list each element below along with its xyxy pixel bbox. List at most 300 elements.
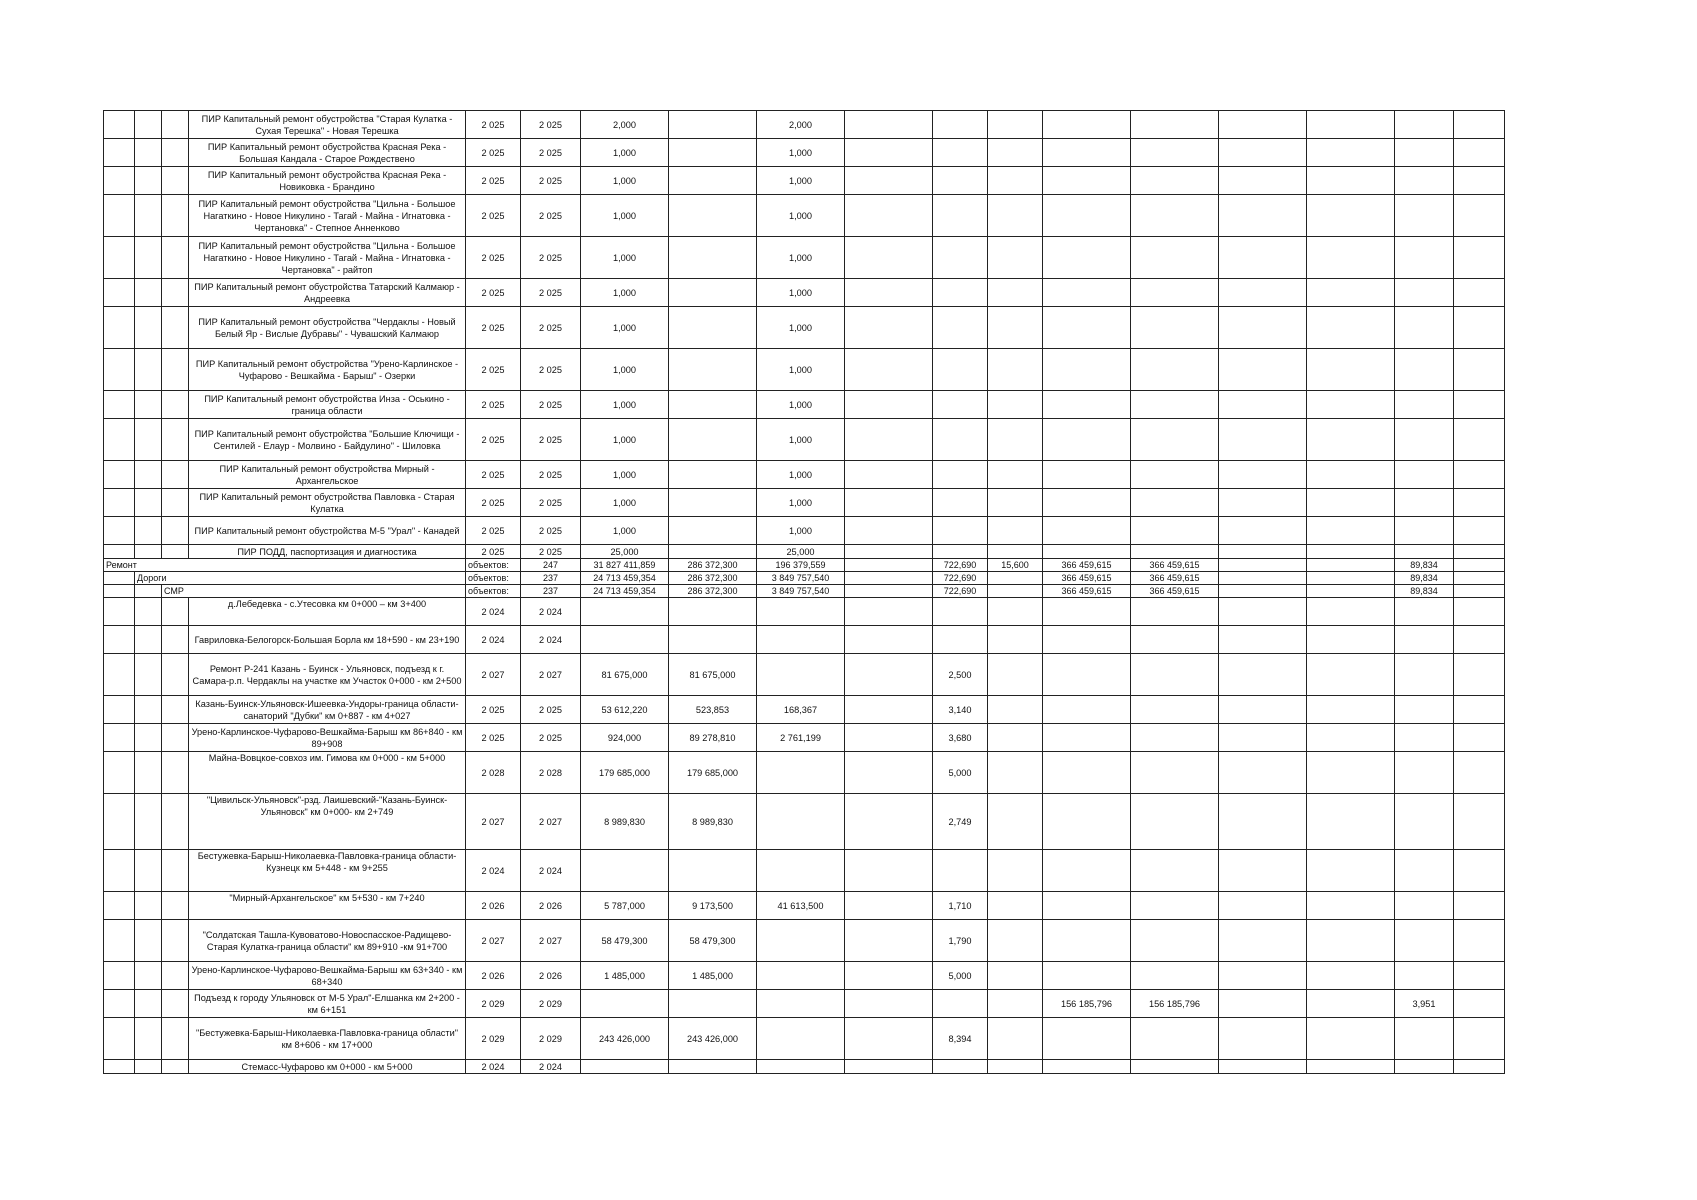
- total-cost-cell: 25,000: [581, 545, 669, 559]
- indent-cell: [135, 461, 162, 489]
- empty-cell: [988, 489, 1043, 517]
- empty-cell: [988, 696, 1043, 724]
- end-year-cell: 2 025: [521, 696, 581, 724]
- total-cost-cell: 1,000: [581, 237, 669, 279]
- end-year-cell: 2 024: [521, 598, 581, 626]
- total-cost-cell: 1,000: [581, 391, 669, 419]
- empty-cell: [1454, 696, 1505, 724]
- total-cost-cell: 24 713 459,354: [581, 585, 669, 598]
- empty-cell: [1131, 461, 1219, 489]
- value-cell: [669, 545, 757, 559]
- empty-cell: [845, 391, 933, 419]
- table-row: [104, 850, 1505, 892]
- start-year-cell: 2 025: [466, 696, 521, 724]
- empty-cell: [1219, 307, 1307, 349]
- object-name-cell: ПИР Капитальный ремонт обустройства "Цильна - Большое Нагаткино - Новое Никулино - Тагай - Майна - Игнатовка - Чертановка" - Степное Анненково: [189, 195, 466, 237]
- start-year-cell: 2 025: [466, 195, 521, 237]
- empty-cell: [1395, 111, 1454, 139]
- empty-cell: [1307, 696, 1395, 724]
- empty-cell: [1219, 349, 1307, 391]
- table-row: [104, 990, 1505, 1018]
- indent-cell: [104, 1060, 135, 1074]
- value-cell: [669, 167, 757, 195]
- amount-cell: [1131, 724, 1219, 752]
- indent-cell: [104, 962, 135, 990]
- empty-cell: [845, 962, 933, 990]
- total-cost-cell: 1,000: [581, 167, 669, 195]
- empty-cell: [1219, 167, 1307, 195]
- end-year-cell: 2 025: [521, 724, 581, 752]
- empty-cell: [933, 279, 988, 307]
- total-cost-cell: [581, 1060, 669, 1074]
- empty-cell: [845, 654, 933, 696]
- empty-cell: [1454, 279, 1505, 307]
- total-cost-cell: 2,000: [581, 111, 669, 139]
- empty-cell: [1307, 654, 1395, 696]
- empty-cell: [1307, 349, 1395, 391]
- indent-cell: [135, 990, 162, 1018]
- empty-cell: [933, 545, 988, 559]
- amount-cell: 366 459,615: [1043, 572, 1131, 585]
- empty-cell: [1219, 696, 1307, 724]
- value-cell: [757, 794, 845, 850]
- empty-cell: [1454, 489, 1505, 517]
- empty-cell: [1454, 572, 1505, 585]
- end-year-cell: 2 025: [521, 545, 581, 559]
- empty-cell: [1307, 990, 1395, 1018]
- value-cell: [669, 489, 757, 517]
- total-cost-cell: 1,000: [581, 139, 669, 167]
- table-row: [104, 307, 1505, 349]
- total-cost-cell: [581, 850, 669, 892]
- empty-cell: [988, 167, 1043, 195]
- empty-cell: [1307, 391, 1395, 419]
- total-cost-cell: 1,000: [581, 349, 669, 391]
- empty-cell: [1219, 517, 1307, 545]
- total-cost-cell: 1,000: [581, 461, 669, 489]
- empty-cell: [1307, 920, 1395, 962]
- indent-cell: [135, 892, 162, 920]
- value-cell: [669, 990, 757, 1018]
- total-cost-cell: 243 426,000: [581, 1018, 669, 1060]
- table-row: [104, 962, 1505, 990]
- empty-cell: [1131, 391, 1219, 419]
- indent-cell: [162, 626, 189, 654]
- end-year-cell: 2 026: [521, 962, 581, 990]
- empty-cell: [1307, 598, 1395, 626]
- start-year-cell: 2 025: [466, 724, 521, 752]
- indent-cell: [162, 419, 189, 461]
- value-cell: [669, 195, 757, 237]
- empty-cell: [1454, 752, 1505, 794]
- value-cell: 286 372,300: [669, 559, 757, 572]
- length-cell: 722,690: [933, 585, 988, 598]
- start-year-cell: 2 025: [466, 461, 521, 489]
- value-cell: 243 426,000: [669, 1018, 757, 1060]
- value-cell: [669, 349, 757, 391]
- object-name-cell: ПИР Капитальный ремонт обустройства "Урено-Карлинское - Чуфарово - Вешкайма - Барыш" - Озерки: [189, 349, 466, 391]
- empty-cell: [1395, 517, 1454, 545]
- summary-row: [104, 572, 1505, 585]
- value-cell: [757, 962, 845, 990]
- end-year-cell: 2 028: [521, 752, 581, 794]
- empty-cell: [1454, 349, 1505, 391]
- empty-cell: [1307, 517, 1395, 545]
- empty-cell: [1307, 892, 1395, 920]
- object-name-cell: Подъезд к городу Ульяновск от М-5 Урал"-Елшанка км 2+200 - км 6+151: [189, 990, 466, 1018]
- total-cost-cell: 1,000: [581, 195, 669, 237]
- object-name-cell: ПИР Капитальный ремонт обустройства Татарский Калмаюр - Андреевка: [189, 279, 466, 307]
- empty-cell: [1307, 489, 1395, 517]
- indent-cell: [104, 307, 135, 349]
- end-year-cell: 2 025: [521, 237, 581, 279]
- empty-cell: [1131, 517, 1219, 545]
- empty-cell: [933, 391, 988, 419]
- empty-cell: [1219, 585, 1307, 598]
- empty-cell: [1131, 279, 1219, 307]
- summary-row: [104, 559, 1505, 572]
- empty-cell: [933, 195, 988, 237]
- object-name-cell: ПИР Капитальный ремонт обустройства Красная Река - Большая Кандала - Старое Рождествено: [189, 139, 466, 167]
- value-cell: 2,000: [757, 111, 845, 139]
- empty-cell: [933, 237, 988, 279]
- indent-cell: [162, 1018, 189, 1060]
- total-cost-cell: [581, 990, 669, 1018]
- value-cell: [669, 850, 757, 892]
- start-year-cell: 2 029: [466, 990, 521, 1018]
- indent-cell: [104, 920, 135, 962]
- length-cell: 1,710: [933, 892, 988, 920]
- empty-cell: [845, 167, 933, 195]
- amount-cell: 366 459,615: [1043, 585, 1131, 598]
- empty-cell: [1219, 990, 1307, 1018]
- table-row: [104, 111, 1505, 139]
- empty-cell: [1043, 461, 1131, 489]
- empty-cell: [1219, 1018, 1307, 1060]
- value-cell: [757, 850, 845, 892]
- length-cell: [1395, 626, 1454, 654]
- indent-cell: [135, 794, 162, 850]
- amount-cell: [1043, 892, 1131, 920]
- empty-cell: [988, 598, 1043, 626]
- empty-cell: [988, 654, 1043, 696]
- indent-cell: [162, 111, 189, 139]
- indent-cell: [135, 1018, 162, 1060]
- total-cost-cell: 8 989,830: [581, 794, 669, 850]
- start-year-cell: 2 027: [466, 654, 521, 696]
- start-year-cell: 2 024: [466, 598, 521, 626]
- object-name-cell: ПИР Капитальный ремонт обустройства "Большие Ключищи - Сентилей - Елаур - Молвино - Байдулино" - Шиловка: [189, 419, 466, 461]
- indent-cell: [135, 111, 162, 139]
- empty-cell: [988, 962, 1043, 990]
- value-cell: [757, 654, 845, 696]
- amount-cell: [1043, 1060, 1131, 1074]
- empty-cell: [1307, 962, 1395, 990]
- length-cell: [933, 598, 988, 626]
- indent-cell: [135, 962, 162, 990]
- end-year-cell: 2 025: [521, 489, 581, 517]
- object-name-cell: ПИР ПОДД, паспортизация и диагностика: [189, 545, 466, 559]
- empty-cell: [1219, 461, 1307, 489]
- empty-cell: [1395, 489, 1454, 517]
- unit-cell: объектов:: [466, 559, 521, 572]
- object-name-cell: Урено-Карлинское-Чуфарово-Вешкайма-Барыш км 63+340 - км 68+340: [189, 962, 466, 990]
- empty-cell: [845, 990, 933, 1018]
- start-year-cell: 2 028: [466, 752, 521, 794]
- empty-cell: [1131, 545, 1219, 559]
- empty-cell: [1219, 489, 1307, 517]
- indent-cell: [104, 279, 135, 307]
- value-cell: 1,000: [757, 195, 845, 237]
- empty-cell: [1219, 598, 1307, 626]
- table-row: [104, 139, 1505, 167]
- empty-cell: [988, 419, 1043, 461]
- empty-cell: [988, 391, 1043, 419]
- empty-cell: [1219, 850, 1307, 892]
- empty-cell: [845, 724, 933, 752]
- value-cell: 58 479,300: [669, 920, 757, 962]
- object-name-cell: ПИР Капитальный ремонт обустройства "Чердаклы - Новый Белый Яр - Вислые Дубравы" - Чувашский Калмаюр: [189, 307, 466, 349]
- count-cell: 237: [521, 585, 581, 598]
- value-cell: [669, 419, 757, 461]
- amount-cell: [1043, 850, 1131, 892]
- empty-cell: [988, 545, 1043, 559]
- start-year-cell: 2 026: [466, 892, 521, 920]
- value-cell: 1,000: [757, 349, 845, 391]
- empty-cell: [1395, 461, 1454, 489]
- length-cell: 3,680: [933, 724, 988, 752]
- table-row: [104, 626, 1505, 654]
- empty-cell: [1454, 850, 1505, 892]
- length-cell: 89,834: [1395, 559, 1454, 572]
- empty-cell: [1219, 962, 1307, 990]
- amount-cell: [1043, 696, 1131, 724]
- amount-cell: [1043, 962, 1131, 990]
- value-cell: 1,000: [757, 461, 845, 489]
- table-row: [104, 237, 1505, 279]
- indent-cell: [162, 794, 189, 850]
- empty-cell: [1219, 139, 1307, 167]
- empty-cell: [1395, 391, 1454, 419]
- empty-cell: [845, 237, 933, 279]
- empty-cell: [1131, 195, 1219, 237]
- start-year-cell: 2 025: [466, 489, 521, 517]
- empty-cell: [1307, 419, 1395, 461]
- total-cost-cell: 1,000: [581, 307, 669, 349]
- indent-cell: [104, 195, 135, 237]
- empty-cell: [988, 237, 1043, 279]
- empty-cell: [988, 1018, 1043, 1060]
- start-year-cell: 2 027: [466, 920, 521, 962]
- amount-cell: [1131, 794, 1219, 850]
- total-cost-cell: 1,000: [581, 419, 669, 461]
- empty-cell: [845, 598, 933, 626]
- empty-cell: [933, 111, 988, 139]
- indent-cell: [135, 349, 162, 391]
- empty-cell: [1454, 391, 1505, 419]
- indent-cell: [104, 626, 135, 654]
- empty-cell: [1454, 545, 1505, 559]
- indent-cell: [135, 696, 162, 724]
- empty-cell: [1219, 724, 1307, 752]
- start-year-cell: 2 024: [466, 626, 521, 654]
- length-cell: [988, 572, 1043, 585]
- table-row: [104, 391, 1505, 419]
- amount-cell: [1043, 1018, 1131, 1060]
- empty-cell: [1043, 307, 1131, 349]
- value-cell: 25,000: [757, 545, 845, 559]
- amount-cell: [1131, 1060, 1219, 1074]
- empty-cell: [933, 139, 988, 167]
- indent-cell: [162, 195, 189, 237]
- end-year-cell: 2 029: [521, 990, 581, 1018]
- empty-cell: [1454, 794, 1505, 850]
- indent-cell: [135, 752, 162, 794]
- end-year-cell: 2 025: [521, 391, 581, 419]
- object-name-cell: Гавриловка-Белогорск-Большая Борла км 18+590 - км 23+190: [189, 626, 466, 654]
- amount-cell: 156 185,796: [1043, 990, 1131, 1018]
- table-row: [104, 920, 1505, 962]
- table-row: [104, 794, 1505, 850]
- indent-cell: [104, 391, 135, 419]
- value-cell: 1,000: [757, 237, 845, 279]
- summary-row: [104, 585, 1505, 598]
- value-cell: 8 989,830: [669, 794, 757, 850]
- indent-cell: [162, 724, 189, 752]
- empty-cell: [1219, 279, 1307, 307]
- empty-cell: [1131, 349, 1219, 391]
- spreadsheet-page: [103, 110, 1505, 1074]
- empty-cell: [1307, 1018, 1395, 1060]
- start-year-cell: 2 025: [466, 279, 521, 307]
- indent-cell: [135, 307, 162, 349]
- indent-cell: [135, 489, 162, 517]
- empty-cell: [1307, 559, 1395, 572]
- indent-cell: [135, 139, 162, 167]
- empty-cell: [845, 111, 933, 139]
- table-row: [104, 892, 1505, 920]
- total-cost-cell: 31 827 411,859: [581, 559, 669, 572]
- empty-cell: [988, 195, 1043, 237]
- empty-cell: [1219, 1060, 1307, 1074]
- length-cell: 3,951: [1395, 990, 1454, 1018]
- table-row: [104, 545, 1505, 559]
- object-name-cell: Майна-Вовцкое-совхоз им. Гимова км 0+000 - км 5+000: [189, 752, 466, 794]
- empty-cell: [1454, 307, 1505, 349]
- indent-cell: [135, 850, 162, 892]
- empty-cell: [988, 279, 1043, 307]
- amount-cell: [1043, 794, 1131, 850]
- value-cell: [757, 626, 845, 654]
- value-cell: [757, 598, 845, 626]
- empty-cell: [1043, 489, 1131, 517]
- object-name-cell: ПИР Капитальный ремонт обустройства М-5 "Урал" - Канадей: [189, 517, 466, 545]
- object-name-cell: ПИР Капитальный ремонт обустройства "Цильна - Большое Нагаткино - Новое Никулино - Тагай - Майна - Игнатовка - Чертановка" - райтоп: [189, 237, 466, 279]
- amount-cell: [1043, 920, 1131, 962]
- empty-cell: [1131, 139, 1219, 167]
- indent-cell: [162, 962, 189, 990]
- value-cell: [757, 752, 845, 794]
- empty-cell: [1219, 572, 1307, 585]
- empty-cell: [933, 517, 988, 545]
- amount-cell: [1131, 752, 1219, 794]
- empty-cell: [1454, 167, 1505, 195]
- length-cell: [988, 585, 1043, 598]
- empty-cell: [1219, 752, 1307, 794]
- empty-cell: [845, 920, 933, 962]
- indent-cell: [162, 139, 189, 167]
- value-cell: [669, 598, 757, 626]
- length-cell: [1395, 696, 1454, 724]
- indent-cell: [162, 598, 189, 626]
- empty-cell: [1395, 279, 1454, 307]
- indent-cell: [104, 990, 135, 1018]
- unit-cell: объектов:: [466, 572, 521, 585]
- empty-cell: [1219, 419, 1307, 461]
- empty-cell: [845, 419, 933, 461]
- data-table: [103, 110, 1505, 1074]
- empty-cell: [988, 920, 1043, 962]
- value-cell: 81 675,000: [669, 654, 757, 696]
- empty-cell: [845, 461, 933, 489]
- object-name-cell: Ремонт Р-241 Казань - Буинск - Ульяновск, подъезд к г. Самара-р.п. Чердаклы на участке км Участок 0+000 - км 2+500: [189, 654, 466, 696]
- empty-cell: [845, 517, 933, 545]
- value-cell: 3 849 757,540: [757, 585, 845, 598]
- indent-cell: [104, 237, 135, 279]
- object-name-cell: Бестужевка-Барыш-Николаевка-Павловка-граница области-Кузнецк км 5+448 - км 9+255: [189, 850, 466, 892]
- indent-cell: [104, 724, 135, 752]
- table-row: [104, 517, 1505, 545]
- start-year-cell: 2 025: [466, 391, 521, 419]
- empty-cell: [1307, 461, 1395, 489]
- object-name-cell: Стемасс-Чуфарово км 0+000 - км 5+000: [189, 1060, 466, 1074]
- amount-cell: 156 185,796: [1131, 990, 1219, 1018]
- indent-cell: [162, 752, 189, 794]
- indent-cell: [104, 1018, 135, 1060]
- value-cell: 286 372,300: [669, 572, 757, 585]
- total-cost-cell: 81 675,000: [581, 654, 669, 696]
- empty-cell: [933, 167, 988, 195]
- indent-cell: [162, 489, 189, 517]
- amount-cell: [1131, 626, 1219, 654]
- value-cell: [669, 626, 757, 654]
- start-year-cell: 2 025: [466, 517, 521, 545]
- empty-cell: [1307, 724, 1395, 752]
- table-row: [104, 167, 1505, 195]
- start-year-cell: 2 025: [466, 545, 521, 559]
- empty-cell: [1454, 1018, 1505, 1060]
- empty-cell: [988, 517, 1043, 545]
- indent-cell: [104, 111, 135, 139]
- end-year-cell: 2 024: [521, 626, 581, 654]
- empty-cell: [845, 139, 933, 167]
- table-row: [104, 598, 1505, 626]
- value-cell: 1,000: [757, 279, 845, 307]
- object-name-cell: "Цивильск-Ульяновск"-рзд. Лаишевский-"Казань-Буинск-Ульяновск" км 0+000- км 2+749: [189, 794, 466, 850]
- end-year-cell: 2 027: [521, 794, 581, 850]
- value-cell: [669, 391, 757, 419]
- empty-cell: [1307, 167, 1395, 195]
- indent-cell: [162, 517, 189, 545]
- end-year-cell: 2 024: [521, 850, 581, 892]
- indent-cell: [104, 349, 135, 391]
- object-name-cell: "Бестужевка-Барыш-Николаевка-Павловка-граница области" км 8+606 - км 17+000: [189, 1018, 466, 1060]
- empty-cell: [1131, 307, 1219, 349]
- amount-cell: [1043, 626, 1131, 654]
- empty-cell: [1307, 585, 1395, 598]
- empty-cell: [1219, 391, 1307, 419]
- table-row: [104, 195, 1505, 237]
